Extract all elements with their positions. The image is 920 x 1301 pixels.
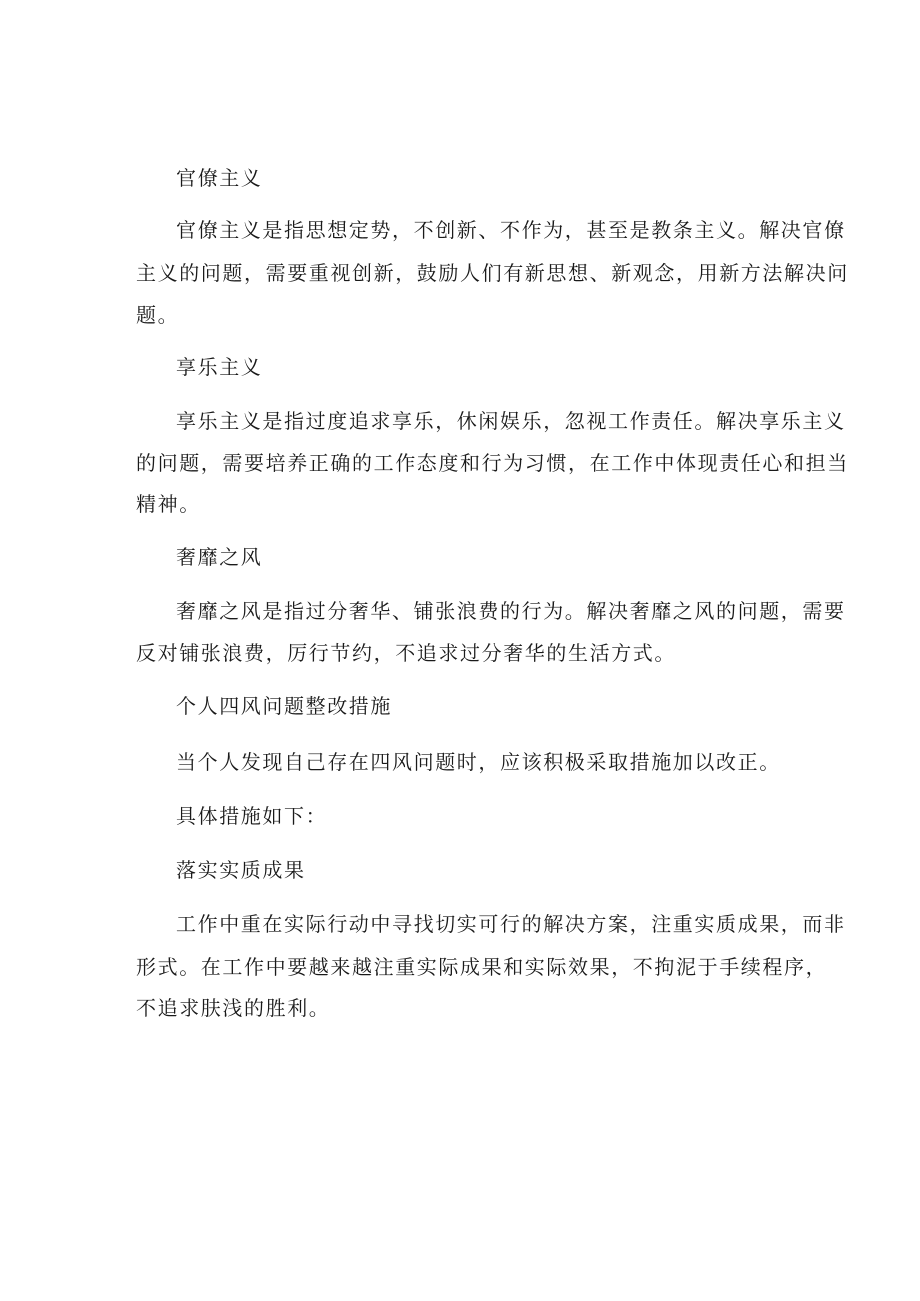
paragraph-line: 不追求肤浅的胜利。 — [136, 996, 331, 1020]
paragraph-line: 的问题，需要培养正确的工作态度和行为习惯，在工作中体现责任心和担当 — [136, 451, 849, 475]
paragraph-line: 享乐主义是指过度追求享乐，休闲娱乐，忽视工作责任。解决享乐主义 — [176, 409, 846, 433]
paragraph-line: 官僚主义是指思想定势，不创新、不作为，甚至是教条主义。解决官僚 — [176, 218, 846, 242]
paragraph-line: 形式。在工作中要越来越注重实际成果和实际效果，不拘泥于手续程序， — [136, 955, 828, 979]
section-heading: 奢靡之风 — [176, 545, 263, 569]
paragraph-line: 题。 — [136, 303, 180, 327]
paragraph-line: 当个人发现自己存在四风问题时，应该积极采取措施加以改正。 — [176, 750, 781, 774]
paragraph-line: 主义的问题，需要重视创新，鼓励人们有新思想、新观念，用新方法解决问 — [136, 261, 849, 285]
section-heading: 享乐主义 — [176, 355, 263, 379]
section-heading: 落实实质成果 — [176, 858, 306, 882]
section-heading: 官僚主义 — [176, 166, 263, 190]
paragraph-line: 工作中重在实际行动中寻找切实可行的解决方案，注重实质成果，而非 — [176, 912, 846, 936]
paragraph-line: 反对铺张浪费，厉行节约，不追求过分奢华的生活方式。 — [136, 641, 676, 665]
section-heading: 个人四风问题整改措施 — [176, 694, 392, 718]
section-heading: 具体措施如下： — [176, 804, 328, 828]
paragraph-line: 精神。 — [136, 492, 201, 516]
paragraph-line: 奢靡之风是指过分奢华、铺张浪费的行为。解决奢靡之风的问题，需要 — [176, 599, 846, 623]
